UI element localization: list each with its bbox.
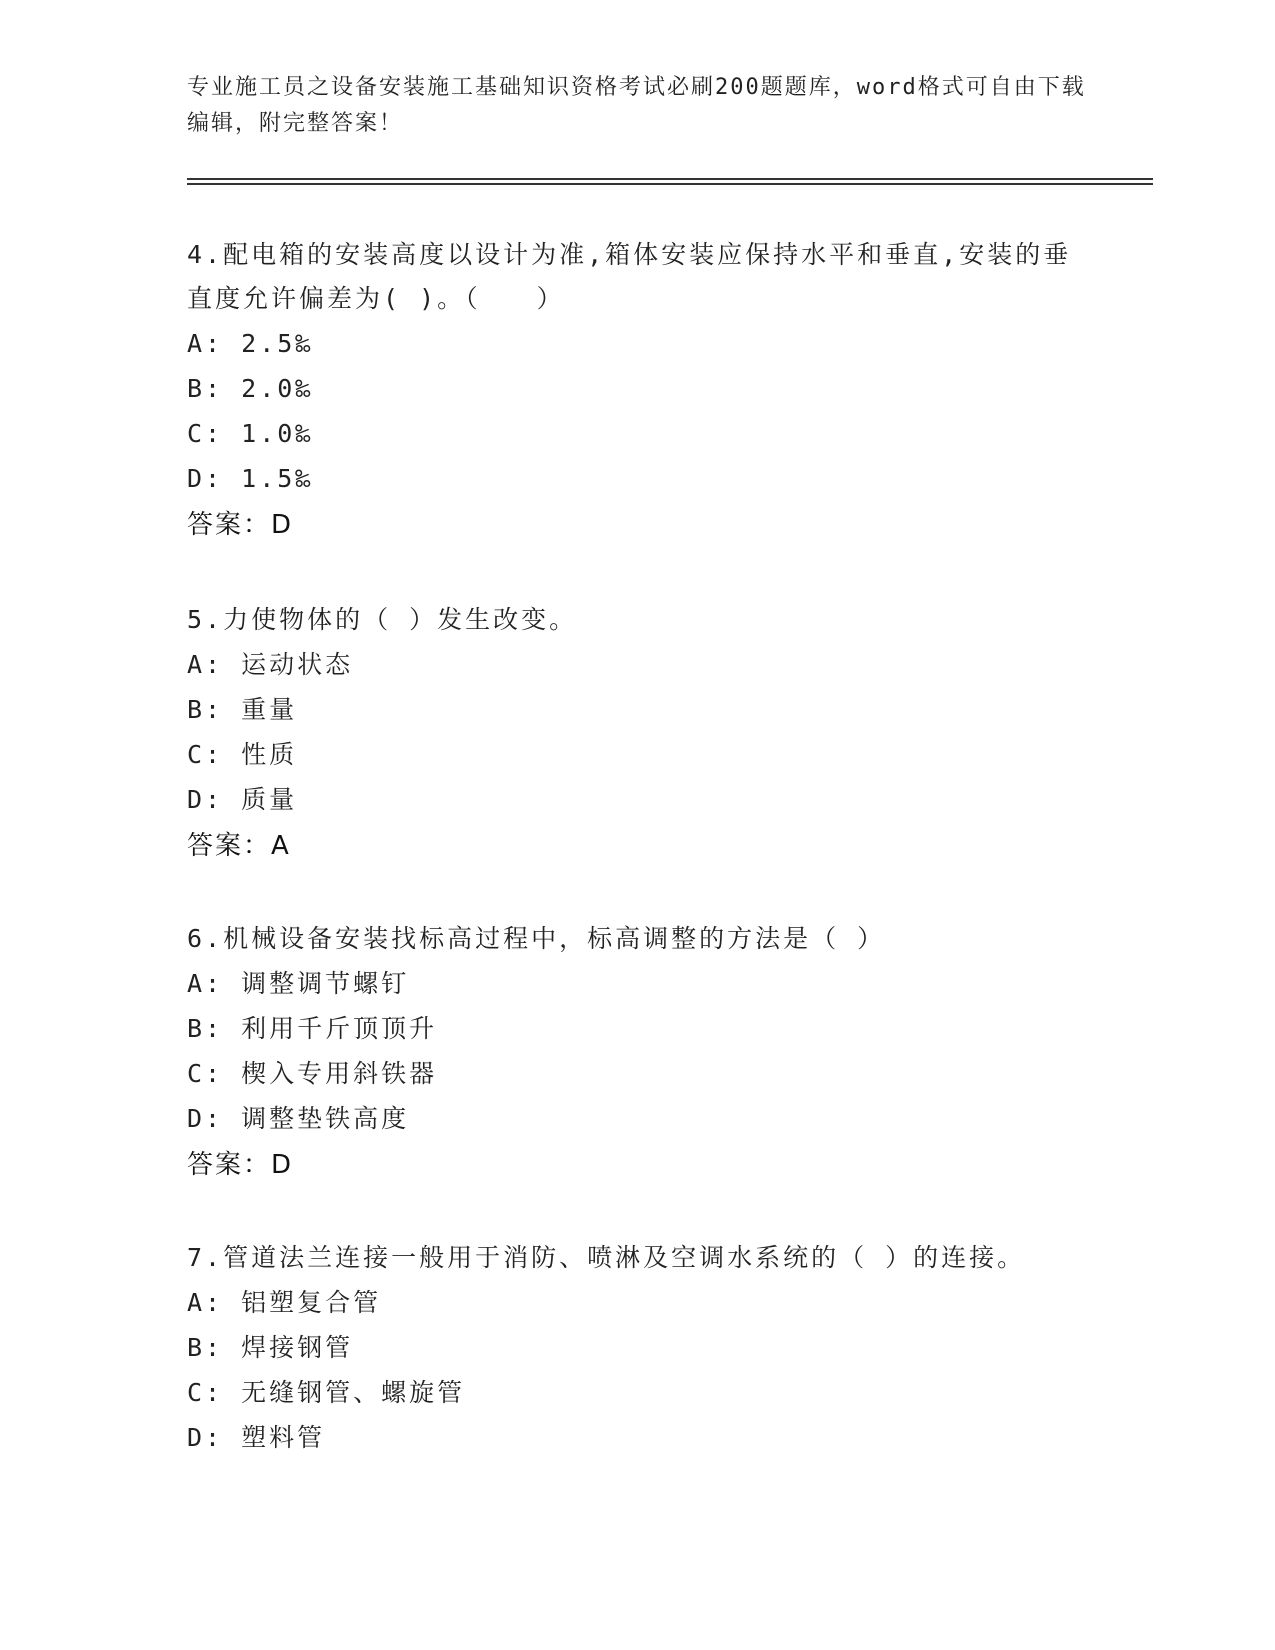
header-divider (187, 183, 1153, 185)
answer-line: 答案：D (187, 510, 294, 540)
answer-line: 答案：A (187, 831, 291, 861)
option-a: A: 2.5‰ (187, 329, 314, 358)
option-b: B: 重量 (187, 695, 298, 724)
question-block (187, 1236, 1087, 1460)
option-b: B: 焊接钢管 (187, 1333, 354, 1362)
option-d: D: 调整垫铁高度 (187, 1104, 410, 1133)
option-b: B: 利用千斤顶顶升 (187, 1014, 438, 1043)
option-a: A: 运动状态 (187, 650, 354, 679)
option-d: D: 塑料管 (187, 1423, 326, 1452)
option-d: D: 质量 (187, 785, 298, 814)
answer-line: 答案：D (187, 1150, 294, 1180)
question-stem: 7.管道法兰连接一般用于消防、喷淋及空调水系统的（ ）的连接。 (187, 1243, 1026, 1272)
question-block (187, 233, 1087, 549)
option-a: A: 铝塑复合管 (187, 1288, 382, 1317)
question-stem: 6.机械设备安装找标高过程中，标高调整的方法是（ ） (187, 924, 886, 953)
option-c: C: 无缝钢管、螺旋管 (187, 1378, 466, 1407)
option-c: C: 楔入专用斜铁器 (187, 1059, 438, 1088)
option-b: B: 2.0‰ (187, 374, 314, 403)
option-d: D: 1.5‰ (187, 464, 314, 493)
header-divider (187, 178, 1153, 180)
option-a: A: 调整调节螺钉 (187, 969, 410, 998)
document-header: 专业施工员之设备安装施工基础知识资格考试必刷200题题库，word格式可自由下载编辑，附完整答案！ (187, 75, 1086, 136)
option-c: C: 性质 (187, 740, 298, 769)
question-block (187, 598, 1087, 870)
question-stem: 5.力使物体的（ ）发生改变。 (187, 605, 578, 634)
question-stem: 4.配电箱的安装高度以设计为准,箱体安装应保持水平和垂直,安装的垂直度允许偏差为( )。（ ） (187, 240, 1072, 313)
question-block (187, 917, 1087, 1189)
option-c: C: 1.0‰ (187, 419, 314, 448)
